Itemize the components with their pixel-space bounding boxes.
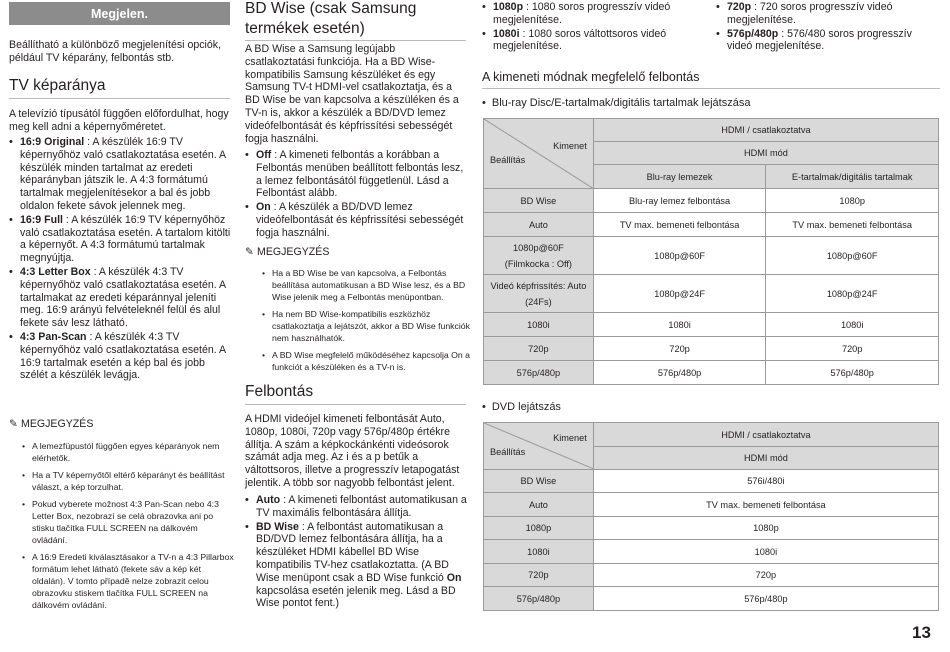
note-title: MEGJEGYZÉS bbox=[21, 418, 94, 430]
bdwise-title-line: termékek esetén) bbox=[245, 20, 365, 37]
page-number: 13 bbox=[912, 623, 931, 642]
bd-playback-heading: • Blu-ray Disc/E-tartalmak/digitális tartalmak lejátszása bbox=[482, 97, 751, 109]
aspect-term: 16:9 Full bbox=[20, 213, 63, 226]
corner-output: Kimenet bbox=[553, 433, 587, 443]
note-heading bbox=[9, 418, 93, 431]
bdwise-item: • Off : A kimeneti felbontás a korábban a Felbontás menüben beállított felbontás lesz, a lemez felbontásától függetlenül. Lásd a Felbontást alább. bbox=[245, 149, 469, 200]
res-item: • 720p : 720 soros progresszív videó megjelenítése. bbox=[716, 1, 936, 27]
aspect-item bbox=[9, 331, 234, 382]
table-corner-cell bbox=[484, 423, 594, 470]
header-cell: HDMI mód bbox=[593, 447, 938, 470]
title-rule bbox=[9, 98, 230, 99]
tv-aspect-intro: A televízió típusától függően előfordulhat, hogy meg kell adni a képernyőméretet. bbox=[9, 108, 229, 133]
header-cell: HDMI / csatlakoztatva bbox=[593, 423, 938, 447]
table-row: 576p/480p 576p/480p bbox=[484, 587, 939, 611]
res-item: • 1080i : 1080 soros váltottsoros videó megjelenítése. bbox=[482, 28, 697, 54]
note-item: • A 16:9 Eredeti kiválasztásakor a TV-n a 4:3 Pillarbox formátum lehet látható (fekete sáv a kép két oldalán). V tomto případě nelze zobrazit celou obrazovku stiskem tlačítka FULL SCREEN na dálkovém ovládání. bbox=[22, 551, 234, 611]
aspect-desc: : A készülék 16:9 TV képernyőhöz való csatlakoztatása esetén. A készülék minden tartalmat az eredeti képarányban játszik le. A 4:3 formátumú tartalmak megjelenítésekor a bal és jobb oldalon fekete sávok jelennek meg. bbox=[20, 136, 226, 212]
bdwise-title bbox=[245, 0, 416, 38]
bdwise-title-line: BD Wise (csak Samsung bbox=[245, 0, 417, 17]
section-header-bar bbox=[9, 2, 230, 25]
table-row: Auto TV max. bemeneti felbontása bbox=[484, 493, 939, 517]
aspect-item bbox=[9, 136, 234, 213]
table-row: 576p/480p 576p/480p 576p/480p bbox=[484, 361, 939, 385]
corner-setting: Beállítás bbox=[490, 447, 526, 457]
note-item: • Pokud vyberete možnost 4:3 Pan-Scan nebo 4:3 Letter Box, nezobrazí se celá obrazovka ani po stisku tlačítka FULL SCREEN na dálkovém ovládání. bbox=[22, 498, 234, 546]
note-item: • Ha a BD Wise be van kapcsolva, a Felbontás beállítása automatikusan a BD Wise lesz, és a BD Wise jelenik meg a Felbontás menüpontban. bbox=[262, 267, 470, 303]
table-corner-cell bbox=[484, 119, 594, 189]
res-list-left bbox=[482, 1, 697, 54]
aspect-desc: : A készülék 16:9 TV képernyőhöz való csatlakoztatása esetén. A tartalom kitölti a képernyőt. A 4:3 formátumú tartalmak megnyújtja. bbox=[20, 213, 231, 265]
resolution-item: • BD Wise : A felbontást automatikusan a BD/DVD lemez felbontására állítja, ha a készüléket HDMI kábellel BD Wise kompatibilis TV-hez csatlakoztatta. (A BD Wise menüpont csak a BD Wise funkció On kapcsolása esetén jelenik meg. Lásd a BD Wise pontot fent.) bbox=[245, 521, 469, 611]
aspect-list bbox=[9, 136, 234, 383]
bdwise-item: • On : A készülék a BD/DVD lemez videófelbontását és képfrissítési sebességét fogja használni. bbox=[245, 201, 469, 239]
header-cell: E-tartalmak/digitális tartalmak bbox=[766, 165, 939, 189]
resolution-title: Felbontás bbox=[245, 383, 314, 400]
aspect-term: 4:3 Pan-Scan bbox=[20, 330, 87, 343]
title-rule bbox=[245, 40, 466, 41]
aspect-term: 16:9 Original bbox=[20, 136, 85, 148]
header-cell: HDMI / csatlakoztatva bbox=[593, 119, 938, 142]
note-item: • A lemezfüpustól függően egyes képarányok nem elérhetők. bbox=[22, 440, 234, 464]
diagonal-line bbox=[484, 119, 594, 189]
table-row: 1080i 1080i bbox=[484, 540, 939, 564]
note-item: • A BD Wise megfelelő működéséhez kapcsolja On a funkciót a készüléken és a TV-n is. bbox=[262, 349, 470, 373]
resolution-intro: A HDMI videójel kimeneti felbontását Auto, 1080p, 1080i, 720p vagy 576p/480p értékre állítja. A szám a képkockánkénti videósorok számát adja meg. Az i és a p betűk a váltottsoros, illetve a progresszív letapogatást jelentik. A több sor nagyobb felbontást jelent. bbox=[245, 413, 460, 489]
diagonal-line bbox=[484, 423, 594, 469]
header-cell: HDMI mód bbox=[593, 142, 938, 165]
pencil-icon: ✎ bbox=[245, 246, 254, 258]
title-rule bbox=[482, 88, 940, 89]
bd-resolution-table bbox=[483, 118, 939, 385]
title-rule bbox=[245, 404, 466, 405]
table-row: 720p 720p 720p bbox=[484, 337, 939, 361]
bdwise-intro: A BD Wise a Samsung legújabb csatlakoztatási funkciója. Ha a BD Wise-kompatibilis Samsung készüléket és egy Samsung TV-t HDMI-vel csatlakoztatja, és a BD Wise be van kapcsolva a készüléken és a TV-n is, akkor a készülék a BD/DVD lemez videófelbontását és képfrissítési sebességét fogja használni. bbox=[245, 43, 459, 145]
note-item: • Ha a TV képernyőtől eltérő képarányt és beállítást választ, a kép torzulhat. bbox=[22, 469, 234, 493]
bdwise-list bbox=[245, 149, 469, 241]
res-item: • 1080p : 1080 soros progresszív videó megjelenítése. bbox=[482, 1, 697, 27]
table-row: Auto TV max. bemeneti felbontása TV max. bemeneti felbontása bbox=[484, 213, 939, 237]
table-row: Videó képfrissítés: Auto (24Fs) 1080p@24F 1080p@24F bbox=[484, 275, 939, 313]
note-list bbox=[262, 267, 470, 378]
table-row: 1080p@60F (Filmkocka : Off) 1080p@60F 1080p@60F bbox=[484, 237, 939, 275]
resolution-list bbox=[245, 494, 469, 611]
res-item: • 576p/480p : 576/480 soros progresszív videó megjelenítése. bbox=[716, 28, 936, 54]
table-row: BD Wise Blu-ray lemez felbontása 1080p bbox=[484, 189, 939, 213]
aspect-desc: : A készülék 4:3 TV képernyőhöz való csatlakoztatása esetén. A tartalmakat az eredeti képaránnyal jeleníti meg. 16:9 arányú felvételeknél felül és alul fekete sáv lesz látható. bbox=[20, 265, 226, 330]
pencil-icon: ✎ bbox=[9, 418, 18, 430]
res-list-right bbox=[716, 1, 936, 54]
corner-output: Kimenet bbox=[553, 141, 587, 151]
header-cell: Blu-ray lemezek bbox=[593, 165, 766, 189]
dvd-playback-heading: • DVD lejátszás bbox=[482, 401, 561, 413]
section-header-title: Megjelen. bbox=[91, 6, 148, 21]
corner-setting: Beállítás bbox=[490, 155, 526, 165]
table-row: 1080i 1080i 1080i bbox=[484, 313, 939, 337]
table-row: BD Wise 576i/480i bbox=[484, 470, 939, 493]
aspect-item bbox=[9, 266, 234, 330]
aspect-term: 4:3 Letter Box bbox=[20, 265, 91, 278]
table-row: 1080p 1080p bbox=[484, 517, 939, 540]
tv-aspect-title: TV képaránya bbox=[9, 77, 106, 94]
aspect-item bbox=[9, 214, 234, 265]
note-item: • Ha nem BD Wise-kompatibilis eszközhöz csatlakoztatja a lejátszót, akkor a BD Wise funkciók nem használhatók. bbox=[262, 308, 470, 344]
aspect-desc: : A készülék 4:3 TV képernyőhöz való csatlakoztatása esetén. A 16:9 tartalmak esetén a kép bal és jobb szélét a készülék levágja. bbox=[20, 330, 226, 382]
output-mode-title: A kimeneti módnak megfelelő felbontás bbox=[482, 70, 700, 84]
table-row: 720p 720p bbox=[484, 564, 939, 587]
note-list bbox=[22, 440, 234, 616]
note-title: MEGJEGYZÉS bbox=[257, 246, 330, 258]
dvd-resolution-table bbox=[483, 422, 939, 611]
intro-text: Beállítható a különböző megjelenítési opciók, például TV képarány, felbontás stb. bbox=[9, 39, 222, 64]
note-heading bbox=[245, 246, 329, 259]
resolution-item: • Auto : A kimeneti felbontást automatikusan a TV maximális felbontására állítja. bbox=[245, 494, 469, 520]
